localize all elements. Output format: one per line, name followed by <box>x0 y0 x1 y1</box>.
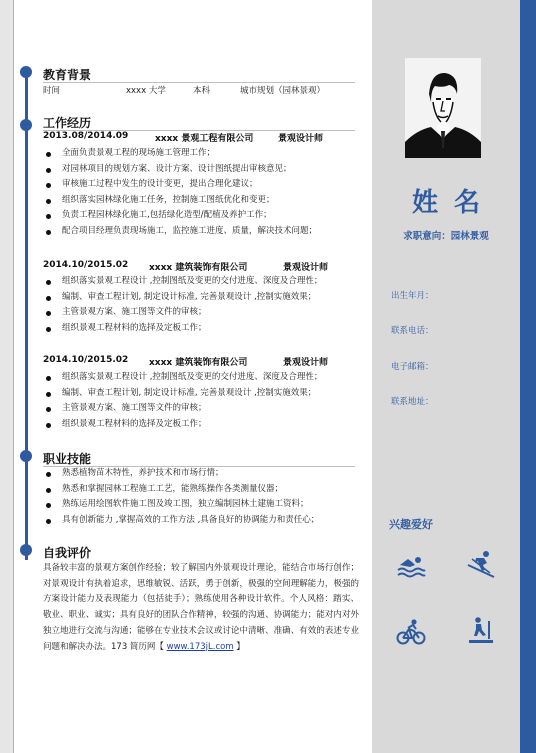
phone-label: 联系电话： <box>391 326 434 336</box>
list-item: 配合项目经理负责现场施工，监控施工进度、质量，解决技术问题； <box>43 224 363 240</box>
list-item: 编制、审查工程计划, 制定设计标准, 完善景观设计 ,控制实施效果； <box>43 386 363 402</box>
list-item: 负责工程园林绿化施工,包括绿化造型/配植及养护工作； <box>43 208 363 224</box>
list-item: 组织落实园林绿化施工任务，控制施工图纸优化和变更； <box>43 193 363 209</box>
list-item: 组织景观工程材料的选择及定板工作； <box>43 417 363 433</box>
birth-date-label: 出生年月： <box>391 291 434 301</box>
list-item: 组织景观工程材料的选择及定板工作； <box>43 321 363 337</box>
work-heading: 工作经历 <box>43 116 92 130</box>
job-3-period: 2014.10/2015.02 <box>43 355 129 365</box>
list-item: 审核施工过程中发生的设计变更，提出合理化建议； <box>43 177 363 193</box>
job-3-position: 景观设计师 <box>283 358 329 368</box>
job-1-header <box>43 131 363 144</box>
job-3-duties <box>43 370 363 432</box>
timeline-dot-education <box>20 66 32 78</box>
left-margin-strip <box>0 0 14 753</box>
skills-list <box>43 466 363 528</box>
job-1-company: xxxx 景观工程有限公司 <box>155 134 254 144</box>
list-item: 全面负责景观工程的现场施工管理工作； <box>43 146 363 162</box>
education-time-label: 时间 <box>43 86 61 96</box>
email-label: 电子邮箱： <box>391 362 434 372</box>
education-major: 城市规划（园林景观） <box>240 86 326 96</box>
timeline-dot-work <box>20 119 32 131</box>
self-eval-body: 具备较丰富的景观方案创作经验；较了解国内外景观设计理论，能结合市场行创作；对景观设计有执着追求，思维敏锐、活跃，勇于创新，极强的空间理解能力，极强的方案设计能力及表现能力（包括徒手）；熟练使用各种设计软件。个人风格：踏实、敬业、职业、诚实；具有良好的团队合作精神，较强的沟通、协调能力；能对内对外独立地进行交流与沟通；能够在专业技术会议或讨论中清晰、准确、有效的表述专业问题和解决办法。173 简历网【 <box>43 563 359 652</box>
list-item: 组织落实景观工程设计 ,控制图纸及变更的交付进度、深度及合理性； <box>43 274 363 290</box>
hobbies-heading: 兴趣爱好 <box>389 518 433 531</box>
list-item: 熟悉和掌握园林工程施工工艺，能熟练操作各类测量仪器； <box>43 482 363 498</box>
list-item: 熟练运用绘图软件施工图及竣工图，独立编制园林土建施工资料； <box>43 497 363 513</box>
list-item: 对园林项目的规划方案、设计方案、设计图纸提出审核意见； <box>43 162 363 178</box>
education-heading: 教育背景 <box>43 68 92 82</box>
education-degree: 本科 <box>193 86 211 96</box>
list-item: 具有创新能力 ,掌握高效的工作方法 ,具备良好的协调能力和责任心； <box>43 513 363 529</box>
profile-photo <box>405 58 481 158</box>
job-1-duties <box>43 146 363 240</box>
timeline-dot-self-eval <box>20 544 32 556</box>
list-item: 主管景观方案、施工图等文件的审核； <box>43 401 363 417</box>
cycling-icon <box>396 617 426 647</box>
swimming-icon <box>396 549 426 579</box>
skills-heading: 职业技能 <box>43 452 92 466</box>
list-item: 编制、审查工程计划, 制定设计标准, 完善景观设计 ,控制实施效果； <box>43 290 363 306</box>
candidate-name: 姓名 <box>411 188 496 218</box>
job-2-company: xxxx 建筑装饰有限公司 <box>149 263 248 273</box>
job-1-position: 景观设计师 <box>278 134 324 144</box>
education-school: xxxx 大学 <box>126 86 166 96</box>
job-2-duties <box>43 274 363 336</box>
list-item: 组织落实景观工程设计 ,控制图纸及变更的交付进度、深度及合理性； <box>43 370 363 386</box>
job-2-position: 景观设计师 <box>283 263 329 273</box>
self-eval-tail: 】 <box>233 641 245 652</box>
portrait-image <box>405 58 481 158</box>
job-3-header <box>43 355 363 368</box>
job-3-company: xxxx 建筑装饰有限公司 <box>149 358 248 368</box>
list-item: 主管景观方案、施工图等文件的审核； <box>43 305 363 321</box>
timeline-line <box>25 70 28 560</box>
job-2-header <box>43 260 363 273</box>
education-divider <box>43 82 355 83</box>
left-margin-line <box>13 0 14 753</box>
job-2-period: 2014.10/2015.02 <box>43 260 129 270</box>
job-1-period: 2013.08/2014.09 <box>43 131 129 141</box>
self-eval-heading: 自我评价 <box>43 546 92 560</box>
address-label: 联系地址： <box>391 397 434 407</box>
timeline-dot-skills <box>20 450 32 462</box>
right-accent-bar <box>520 0 536 753</box>
job-intent: 求职意向：园林景观 <box>403 231 489 242</box>
skiing-icon <box>466 549 496 579</box>
website-link[interactable]: www.173jL.com <box>166 641 234 652</box>
self-eval-text <box>43 561 359 655</box>
treadmill-icon <box>466 615 496 645</box>
list-item: 熟悉植物苗木特性，养护技术和市场行情； <box>43 466 363 482</box>
